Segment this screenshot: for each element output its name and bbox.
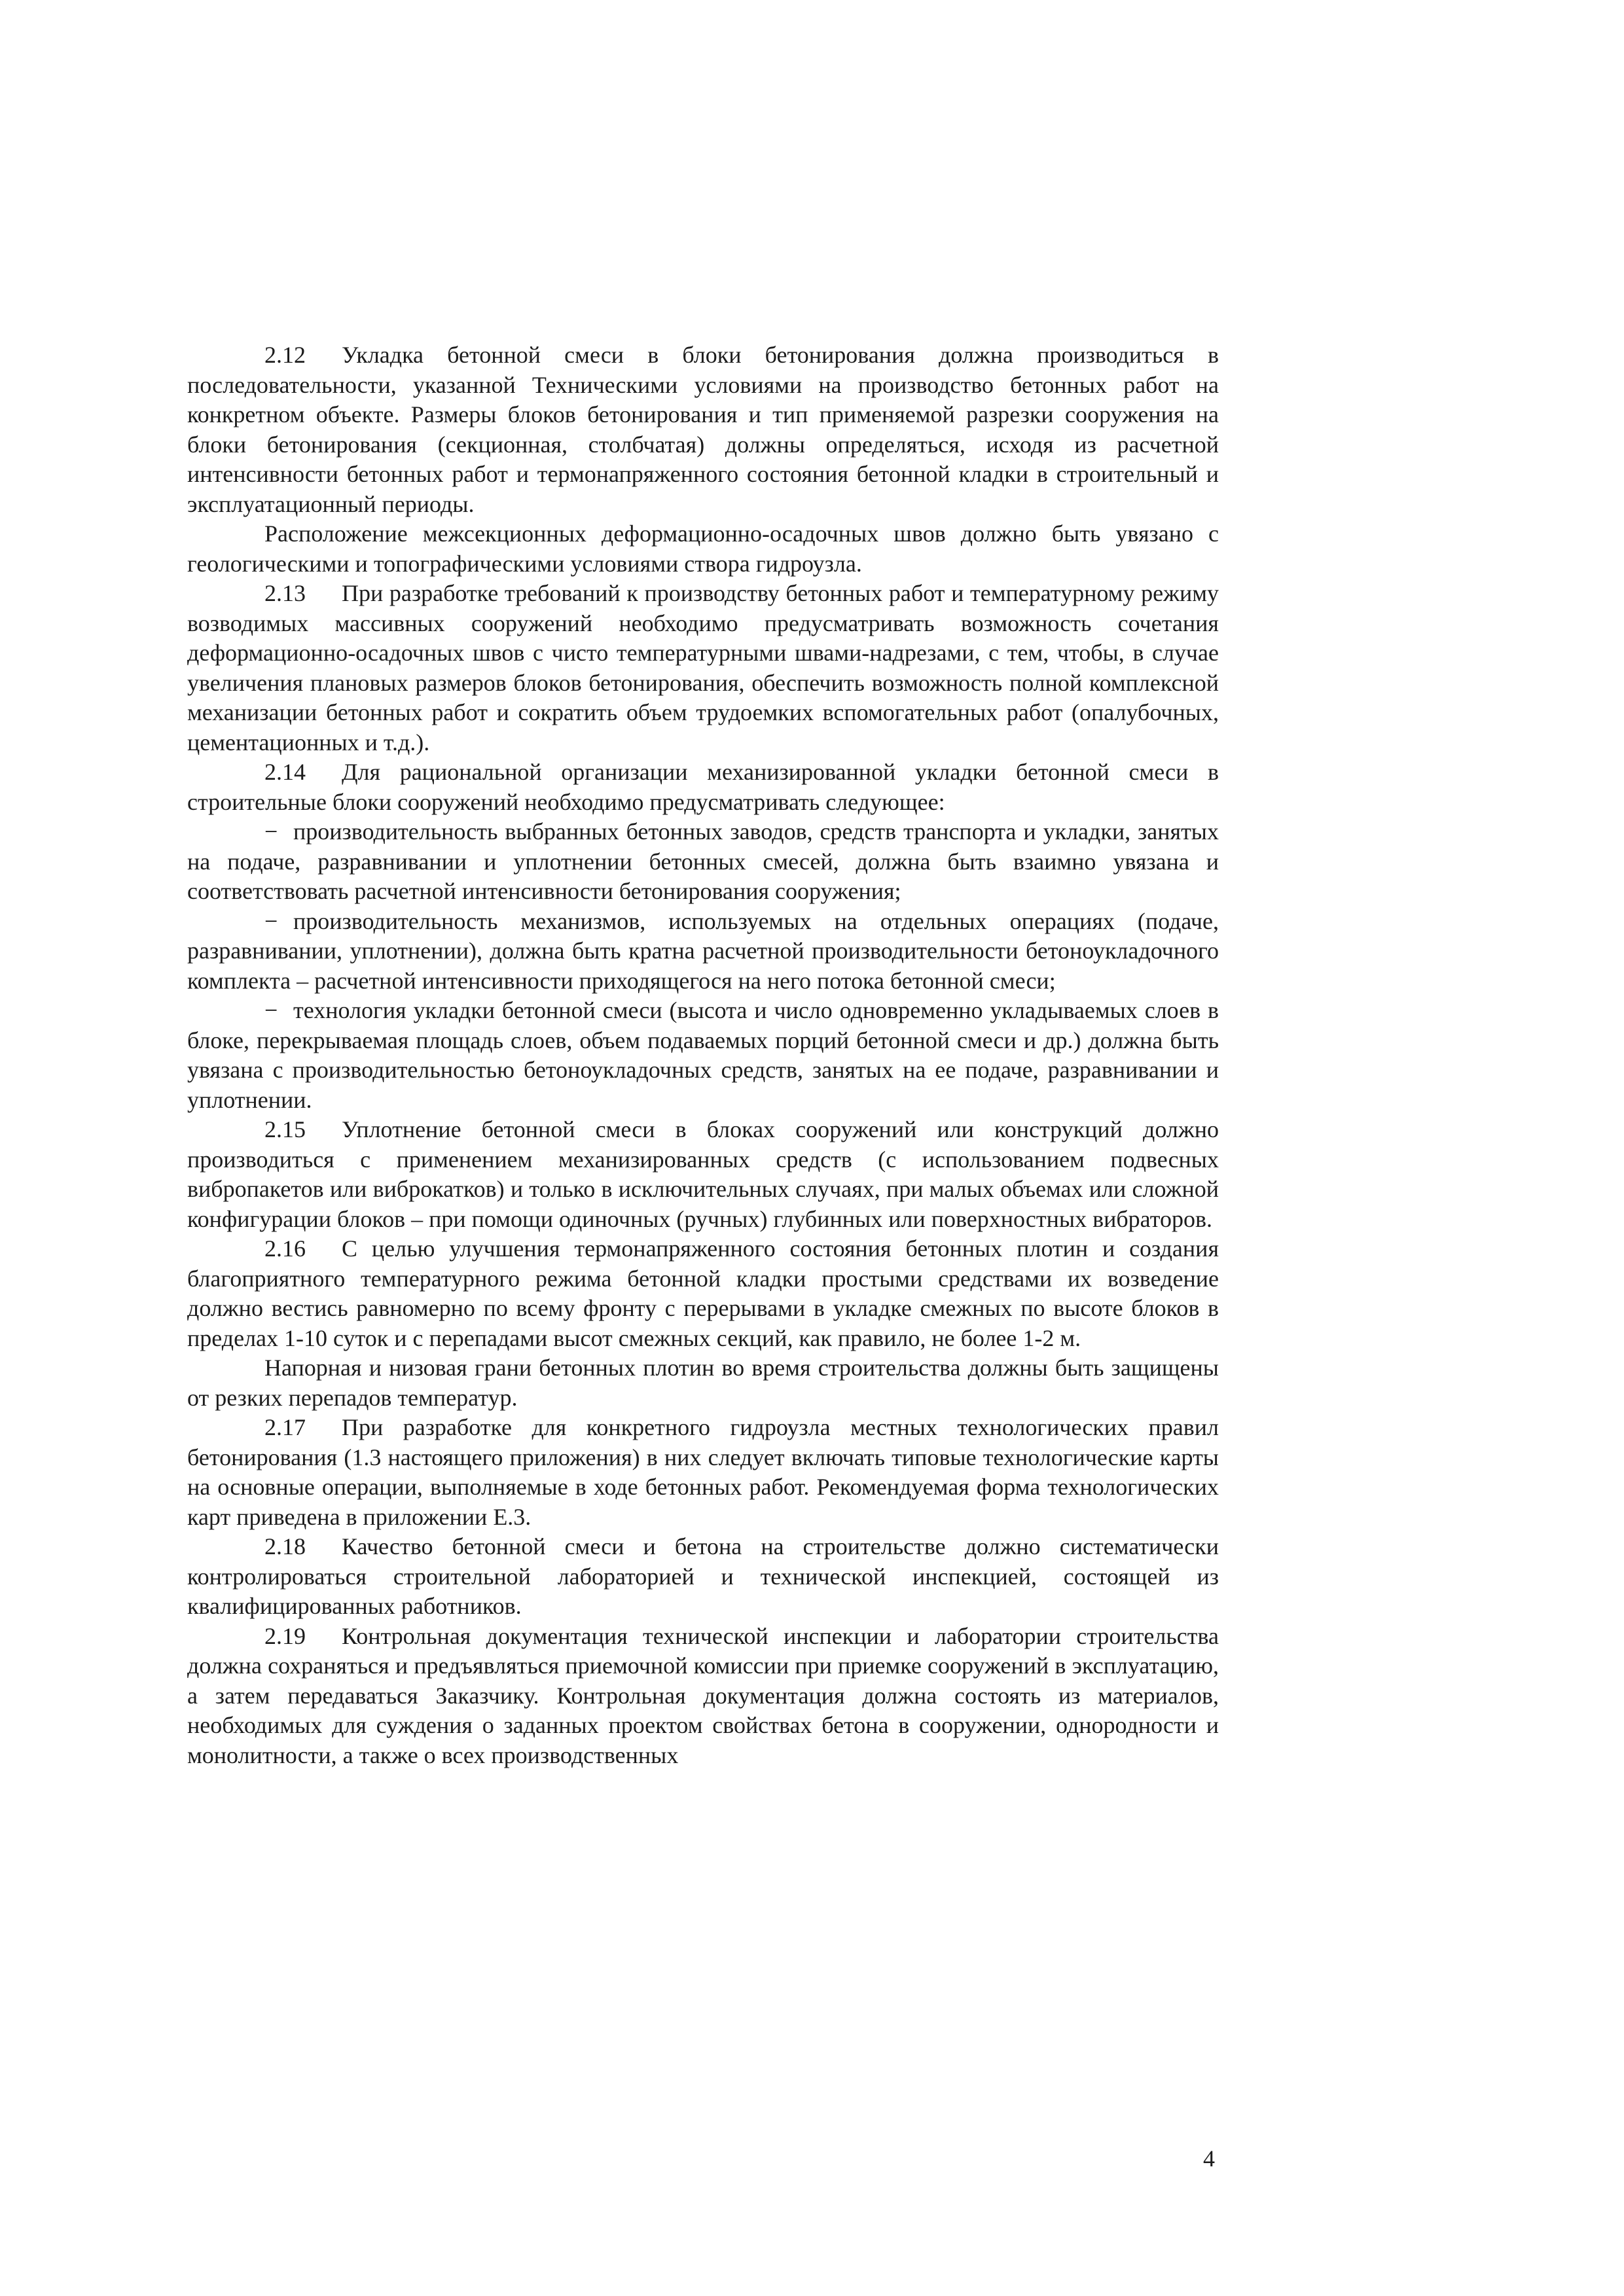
paragraph-text: При разработке требований к производству бетонных работ и температурному режиму возводимых массивных сооружений необходимо предусматривать возможность сочетания деформационно-осадочных швов с чисто температурными швами-надрезами, с тем, чтобы, в случае увеличения плановых размеров блоков бетонирования, обеспечить возможность полной комплексной механизации бетонных работ и сократить объем трудоемких вспомогательных работ (опалубочных, цементационных и т.д.). bbox=[187, 580, 1219, 756]
clause-number: 2.14 bbox=[264, 759, 306, 785]
paragraph-text: При разработке для конкретного гидроузла местных технологических правил бетонирования (1.3 настоящего приложения) в них следует включать типовые технологические карты на основные операции, выполняемые в ходе бетонных работ. Рекомендуемая форма технологических карт приведена в приложении Е.3. bbox=[187, 1414, 1219, 1530]
clause-number: 2.19 bbox=[264, 1622, 306, 1649]
list-item bbox=[187, 996, 1219, 1115]
document-body bbox=[187, 340, 1219, 1770]
paragraph-text: Укладка бетонной смеси в блоки бетонирования должна производиться в последовательности, указанной Техническими условиями на производство бетонных работ на конкретном объекте. Размеры блоков бетонирования и тип применяемой разрезки сооружения на блоки бетонирования (секционная, столбчатая) должны определяться, исходя из расчетной интенсивности бетонных работ и термонапряженного состояния бетонной кладки в строительный и эксплуатационный периоды. bbox=[187, 342, 1219, 517]
paragraph-text: Контрольная документация технической инспекции и лаборатории строительства должна сохраняться и предъявляться приемочной комиссии при приемке сооружений в эксплуатацию, а затем передаваться Заказчику. Контрольная документация должна состоять из материалов, необходимых для суждения о заданных проектом свойствах бетона в сооружении, однородности и монолитности, а также о всех производственных bbox=[187, 1622, 1219, 1768]
paragraph-text: Для рациональной организации механизированной укладки бетонной смеси в строительные блоки сооружений необходимо предусматривать следующее: bbox=[187, 759, 1219, 815]
paragraph-2-14 bbox=[187, 757, 1219, 817]
list-item-text: производительность механизмов, используемых на отдельных операциях (подаче, разравнивании, уплотнении), должна быть кратна расчетной производительности бетоноукладочного комплекта – расчетной интенсивности приходящегося на него потока бетонной смеси; bbox=[187, 907, 1219, 994]
clause-number: 2.12 bbox=[264, 342, 306, 368]
page-number: 4 bbox=[1203, 2145, 1215, 2172]
paragraph-text: С целью улучшения термонапряженного состояния бетонных плотин и создания благоприятного температурного режима бетонной кладки простыми средствами их возведение должно вестись равномерно по всему фронту с перерывами в укладке смежных по высоте блоков в пределах 1-10 суток и с перепадами высот смежных секций, как правило, не более 1-2 м. bbox=[187, 1235, 1219, 1351]
list-item bbox=[187, 907, 1219, 996]
paragraph-2-16-faces bbox=[187, 1353, 1219, 1413]
paragraph-text: Расположение межсекционных деформационно-осадочных швов должно быть увязано с геологическими и топографическими условиями створа гидроузла. bbox=[187, 520, 1219, 577]
paragraph-2-17 bbox=[187, 1413, 1219, 1532]
paragraph-2-15 bbox=[187, 1115, 1219, 1234]
paragraph-2-18 bbox=[187, 1532, 1219, 1622]
dash-bullet: − bbox=[264, 818, 278, 845]
dash-bullet: − bbox=[264, 997, 278, 1023]
list-item bbox=[187, 817, 1219, 907]
dash-bullet: − bbox=[264, 907, 278, 934]
paragraph-text: Качество бетонной смеси и бетона на строительстве должно систематически контролироваться строительной лабораторией и технической инспекцией, состоящей из квалифицированных работников. bbox=[187, 1533, 1219, 1619]
paragraph-text: Уплотнение бетонной смеси в блоках сооружений или конструкций должно производиться с применением механизированных средств (с использованием подвесных вибропакетов или виброкатков) и только в исключительных случаях, при малых объемах или сложной конфигурации блоков – при помощи одиночных (ручных) глубинных или поверхностных вибраторов. bbox=[187, 1116, 1219, 1232]
clause-number: 2.18 bbox=[264, 1533, 306, 1559]
clause-number: 2.13 bbox=[264, 580, 306, 606]
paragraph-2-12 bbox=[187, 340, 1219, 519]
paragraph-2-19 bbox=[187, 1622, 1219, 1771]
list-item-text: технология укладки бетонной смеси (высота и число одновременно укладываемых слоев в блоке, перекрываемая площадь слоев, объем подаваемых порций бетонной смеси и др.) должна быть увязана с производительностью бетоноукладочных средств, занятых на ее подаче, разравнивании и уплотнении. bbox=[187, 997, 1219, 1113]
clause-number: 2.15 bbox=[264, 1116, 306, 1142]
clause-number: 2.17 bbox=[264, 1414, 306, 1440]
list-item-text: производительность выбранных бетонных заводов, средств транспорта и укладки, занятых на подаче, разравнивании и уплотнении бетонных смесей, должна быть взаимно увязана и соответствовать расчетной интенсивности бетонирования сооружения; bbox=[187, 818, 1219, 904]
paragraph-text: Напорная и низовая грани бетонных плотин во время строительства должны быть защищены от резких перепадов температур. bbox=[187, 1355, 1219, 1411]
paragraph-2-13 bbox=[187, 579, 1219, 757]
clause-number: 2.16 bbox=[264, 1235, 306, 1262]
paragraph-2-12-joints bbox=[187, 519, 1219, 579]
paragraph-2-16 bbox=[187, 1234, 1219, 1353]
